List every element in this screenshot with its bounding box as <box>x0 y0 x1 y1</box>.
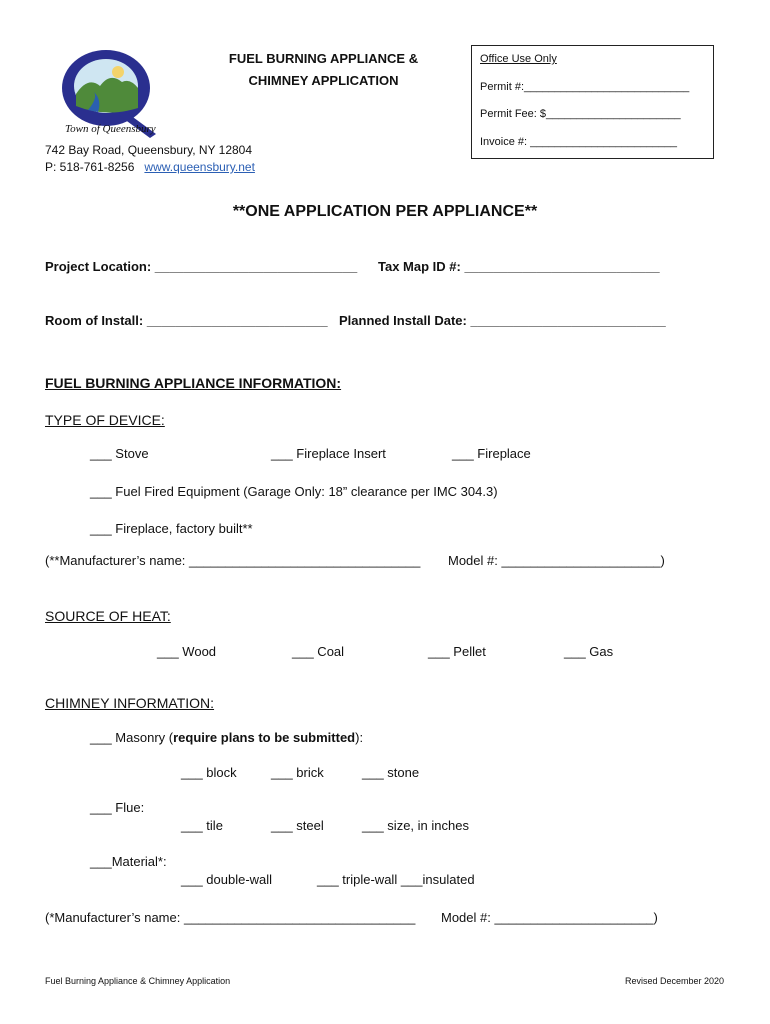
heat-option-pellet[interactable]: ___ Pellet <box>428 644 486 659</box>
option-double-wall[interactable]: ___ double-wall <box>181 872 273 887</box>
chimney-manufacturer-field[interactable]: (*Manufacturer’s name: ________________________________ <box>45 910 416 925</box>
masonry-prefix: ___ Masonry ( <box>90 730 174 745</box>
form-title-line2: CHIMNEY APPLICATION <box>248 73 399 88</box>
project-location-field[interactable]: Project Location: ____________________________ <box>45 259 358 274</box>
option-stove[interactable]: ___ Stove <box>90 446 149 461</box>
tax-map-id-field[interactable]: Tax Map ID #: ___________________________ <box>378 259 660 274</box>
masonry-requirement: require plans to be submitted <box>173 730 356 745</box>
option-stone[interactable]: ___ stone <box>362 765 420 780</box>
option-fireplace[interactable]: ___ Fireplace <box>452 446 531 461</box>
invoice-number-field[interactable]: Invoice #: ________________________ <box>480 136 677 148</box>
masonry-suffix: ): <box>355 730 364 745</box>
form-title-line1: FUEL BURNING APPLIANCE & <box>228 51 419 66</box>
heat-option-coal[interactable]: ___ Coal <box>292 644 345 659</box>
option-masonry[interactable] <box>90 730 363 745</box>
chimney-model-field[interactable]: Model #: ______________________) <box>441 910 658 925</box>
contact-line <box>45 160 255 174</box>
logo-caption: Town of Queensbury <box>65 123 156 135</box>
footer-form-name: Fuel Burning Appliance & Chimney Application <box>45 976 231 986</box>
footer-revision: Revised December 2020 <box>625 976 725 986</box>
phone: P: 518-761-8256 <box>45 160 135 174</box>
option-tile[interactable]: ___ tile <box>181 818 223 833</box>
heat-option-gas[interactable]: ___ Gas <box>564 644 614 659</box>
appliance-manufacturer-field[interactable]: (**Manufacturer’s name: ________________________________ <box>45 553 421 568</box>
option-triple-wall-insulated[interactable]: ___ triple-wall ___insulated <box>317 872 475 887</box>
heat-option-wood[interactable]: ___ Wood <box>157 644 217 659</box>
option-brick[interactable]: ___ brick <box>271 765 324 780</box>
appliance-info-heading: FUEL BURNING APPLIANCE INFORMATION: <box>45 375 342 391</box>
option-factory-built-fireplace[interactable]: ___ Fireplace, factory built** <box>90 521 253 536</box>
option-fireplace-insert[interactable]: ___ Fireplace Insert <box>271 446 386 461</box>
room-of-install-field[interactable]: Room of Install: _________________________ <box>45 313 328 328</box>
device-type-heading: TYPE OF DEVICE: <box>45 412 165 428</box>
permit-number-field[interactable]: Permit #:___________________________ <box>480 81 690 93</box>
option-material[interactable]: ___Material*: <box>90 854 167 869</box>
permit-fee-field[interactable]: Permit Fee: $______________________ <box>480 108 681 120</box>
chimney-info-heading: CHIMNEY INFORMATION: <box>45 695 215 711</box>
option-flue[interactable]: ___ Flue: <box>90 800 145 815</box>
heat-source-heading: SOURCE OF HEAT: <box>45 608 171 624</box>
address: 742 Bay Road, Queensbury, NY 12804 <box>45 143 253 157</box>
option-fuel-fired-equipment[interactable]: ___ Fuel Fired Equipment (Garage Only: 18” clearance per IMC 304.3) <box>90 484 498 499</box>
website-link[interactable]: www.queensbury.net <box>144 160 255 174</box>
option-size-inches[interactable]: ___ size, in inches <box>362 818 469 833</box>
appliance-model-field[interactable]: Model #: ______________________) <box>448 553 665 568</box>
install-date-field[interactable]: Planned Install Date: ___________________________ <box>339 313 666 328</box>
notice-heading: **ONE APPLICATION PER APPLIANCE** <box>232 203 538 220</box>
option-block[interactable]: ___ block <box>181 765 237 780</box>
office-use-title: Office Use Only <box>480 53 557 65</box>
option-steel[interactable]: ___ steel <box>271 818 324 833</box>
